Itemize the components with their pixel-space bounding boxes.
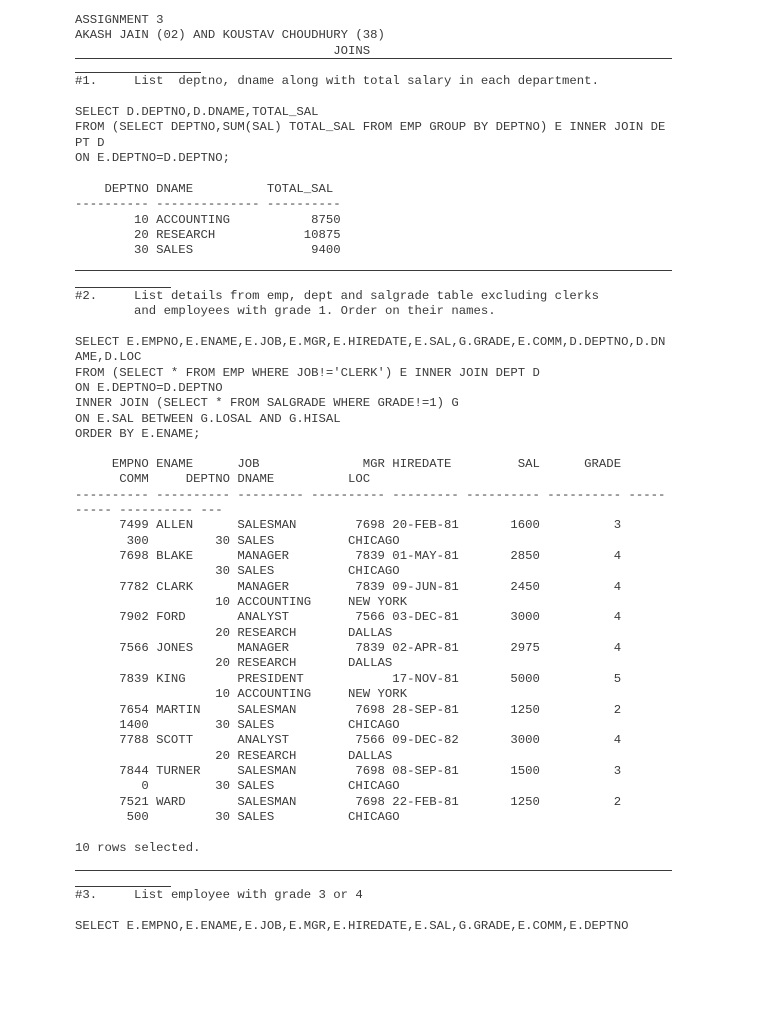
q1-sql-line: SELECT D.DEPTNO,D.DNAME,TOTAL_SAL [75, 105, 319, 119]
q1-sql [75, 105, 665, 166]
q2-sql [75, 335, 665, 442]
q2-result-row: 7902 FORD ANALYST 7566 03-DEC-81 3000 4 [75, 610, 622, 625]
q2-number: #2. [75, 289, 98, 303]
q3-sql-line: SELECT E.EMPNO,E.ENAME,E.JOB,E.MGR,E.HIREDATE,E.SAL,G.GRADE,E.COMM,E.DEPTNO [75, 919, 629, 933]
q1-heading [75, 74, 599, 89]
q1-question: List deptno, dname along with total salary in each department. [134, 74, 599, 88]
q2-sql-line: SELECT E.EMPNO,E.ENAME,E.JOB,E.MGR,E.HIREDATE,E.SAL,G.GRADE,E.COMM,D.DEPTNO,D.DN [75, 335, 666, 349]
q1-end-rule [75, 270, 672, 271]
q2-result-row: 7844 TURNER SALESMAN 7698 08-SEP-81 1500 3 [75, 763, 622, 778]
q2-question-line: and employees with grade 1. Order on their names. [134, 304, 496, 319]
q2-result-row: 300 30 SALES CHICAGO [75, 533, 400, 548]
document-header [75, 13, 385, 59]
q2-result-row: 20 RESEARCH DALLAS [75, 748, 393, 763]
q2-result-row: 20 RESEARCH DALLAS [75, 656, 393, 671]
q2-result-row: 10 ACCOUNTING NEW YORK [75, 687, 408, 702]
q2-end-rule [75, 870, 672, 871]
q2-result-row: 30 SALES CHICAGO [75, 564, 400, 579]
q2-sql-line: ON E.SAL BETWEEN G.LOSAL AND G.HISAL [75, 411, 341, 426]
q1-result-row: 30 SALES 9400 [75, 243, 341, 258]
q2-result-separator: ---------- ---------- --------- ---------- --------- ---------- ---------- ----- [75, 487, 666, 502]
q2-result-row: 500 30 SALES CHICAGO [75, 809, 400, 824]
q2-result-header: EMPNO ENAME JOB MGR HIREDATE SAL GRADE [75, 457, 622, 471]
q2-result-row: 20 RESEARCH DALLAS [75, 625, 393, 640]
q2-result-row: 10 ACCOUNTING NEW YORK [75, 595, 408, 610]
q3-short-rule [75, 886, 171, 887]
q2-sql-line: ORDER BY E.ENAME; [75, 427, 201, 442]
q2-result-table [75, 457, 665, 825]
q2-result-header: COMM DEPTNO DNAME LOC [75, 472, 371, 487]
q2-result-row: 7782 CLARK MANAGER 7839 09-JUN-81 2450 4 [75, 579, 622, 594]
q2-result-separator: ----- ---------- --- [75, 503, 223, 518]
assignment-title: ASSIGNMENT 3 [75, 13, 164, 27]
q2-result-row: 7566 JONES MANAGER 7839 02-APR-81 2975 4 [75, 641, 622, 656]
q1-sql-line: FROM (SELECT DEPTNO,SUM(SAL) TOTAL_SAL FROM EMP GROUP BY DEPTNO) E INNER JOIN DE [75, 120, 666, 135]
q1-result-row: 20 RESEARCH 10875 [75, 228, 341, 243]
q3-number: #3. [75, 888, 98, 902]
q2-result-row: 7521 WARD SALESMAN 7698 22-FEB-81 1250 2 [75, 794, 622, 809]
q1-result-table [75, 182, 341, 259]
q1-result-row: 10 ACCOUNTING 8750 [75, 212, 341, 227]
q2-result-row: 7654 MARTIN SALESMAN 7698 28-SEP-81 1250 2 [75, 702, 622, 717]
q2-sql-line: AME,D.LOC [75, 350, 142, 365]
q2-sql-line: INNER JOIN (SELECT * FROM SALGRADE WHERE GRADE!=1) G [75, 396, 459, 411]
header-rule [75, 58, 672, 59]
q2-question-line: List details from emp, dept and salgrade table excluding clerks [134, 289, 599, 303]
q2-result-row: 7839 KING PRESIDENT 17-NOV-81 5000 5 [75, 671, 622, 686]
q2-result-row: 7499 ALLEN SALESMAN 7698 20-FEB-81 1600 3 [75, 518, 622, 533]
q2-short-rule [75, 287, 171, 288]
q1-sql-line: PT D [75, 135, 105, 150]
q2-sql-line: ON E.DEPTNO=D.DEPTNO [75, 381, 223, 396]
q2-result-row: 1400 30 SALES CHICAGO [75, 717, 400, 732]
authors-line: AKASH JAIN (02) AND KOUSTAV CHOUDHURY (38) [75, 28, 385, 43]
section-title: JOINS [75, 43, 371, 58]
q1-sql-line: ON E.DEPTNO=D.DEPTNO; [75, 151, 230, 166]
q2-rows-selected [75, 841, 200, 856]
q3-heading [75, 888, 363, 903]
q3-question: List employee with grade 3 or 4 [134, 888, 363, 902]
q2-sql-line: FROM (SELECT * FROM EMP WHERE JOB!='CLERK') E INNER JOIN DEPT D [75, 365, 540, 380]
q2-heading [75, 289, 599, 320]
q2-result-row: 7788 SCOTT ANALYST 7566 09-DEC-82 3000 4 [75, 733, 622, 748]
q2-result-row: 7698 BLAKE MANAGER 7839 01-MAY-81 2850 4 [75, 549, 622, 564]
q1-short-rule [75, 72, 201, 73]
q3-sql [75, 919, 628, 934]
rows-selected-text: 10 rows selected. [75, 841, 201, 855]
q1-number: #1. [75, 74, 98, 88]
q2-result-row: 0 30 SALES CHICAGO [75, 779, 400, 794]
q1-result-separator: ---------- -------------- ---------- [75, 197, 341, 212]
q1-result-header: DEPTNO DNAME TOTAL_SAL [75, 182, 334, 196]
